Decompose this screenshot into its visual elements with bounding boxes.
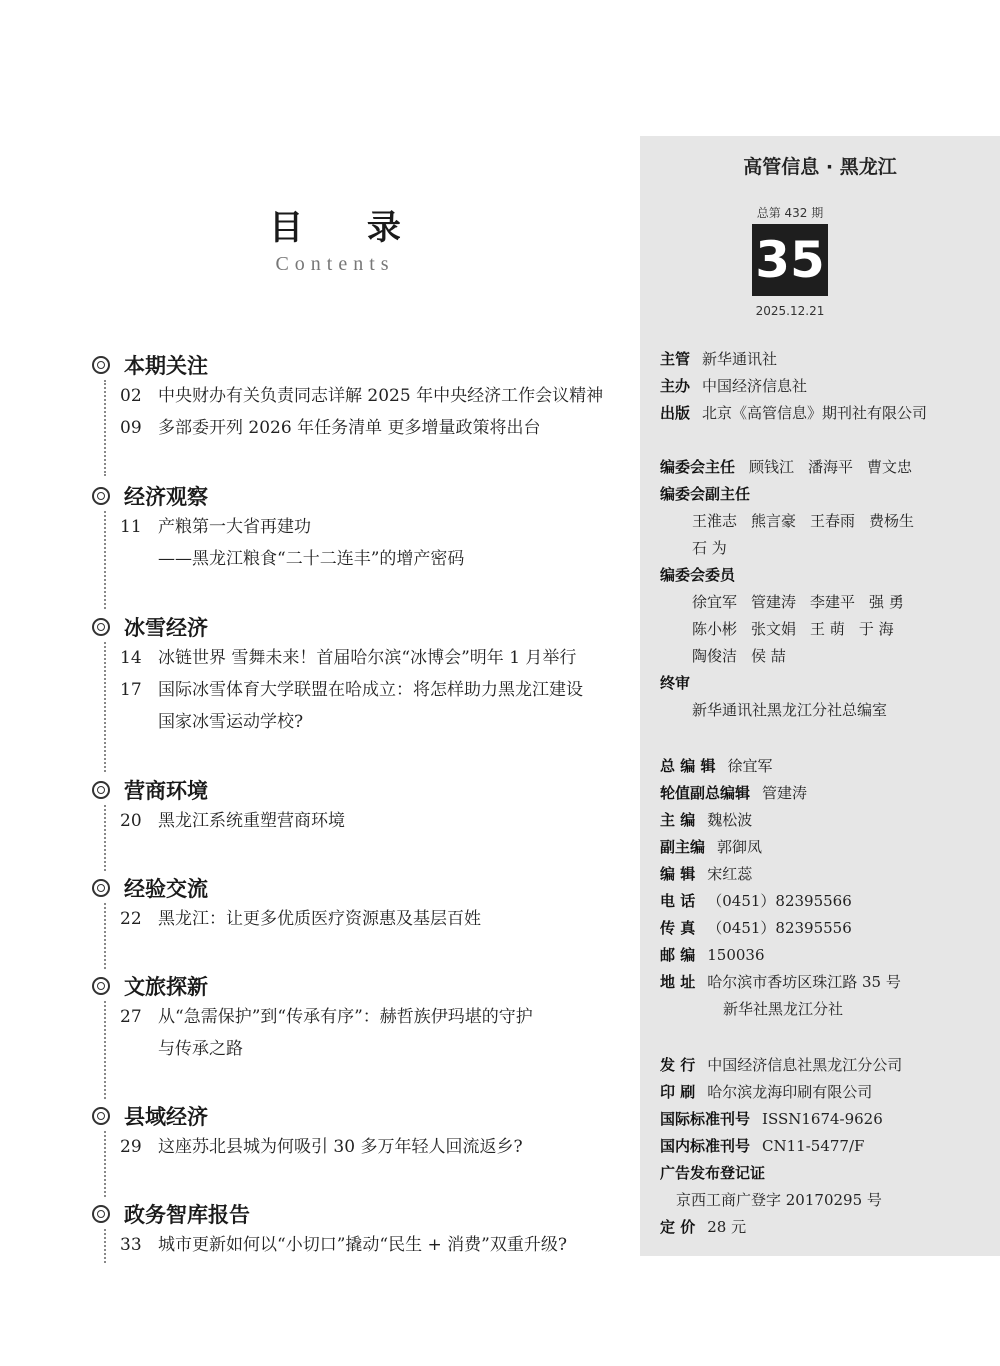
page-number: 27 [120,1007,142,1027]
person-name: 曹文忠 [867,458,913,476]
info-label: 电 话 [660,892,696,910]
info-label: 主 编 [660,811,696,829]
person-name: 潘海平 [808,458,854,476]
person-name: 王 萌 [810,620,845,638]
info-value: 新华通讯社 [702,350,778,368]
toc-section-think-tank [92,1199,632,1263]
person-name: 王淮志 [692,512,738,530]
info-label: 出版 [660,404,691,422]
toc-title: 目 录 [269,208,427,248]
info-value: 哈尔滨龙海印刷有限公司 [707,1083,873,1101]
toc-section-business-env [92,775,632,871]
section-title: 文旅探新 [124,975,208,999]
section-title: 冰雪经济 [124,616,208,640]
info-label: 副主编 [660,838,706,856]
info-label: 国际标准刊号 [660,1110,751,1128]
article-entry[interactable] [120,1131,632,1163]
toc-section-county-economy [92,1101,632,1197]
article-entry[interactable] [120,1229,632,1261]
article-title: 产粮第一大省再建功 [158,517,311,537]
issue-number: 35 [752,224,828,296]
info-label: 主办 [660,377,691,395]
info-value: 管建涛 [762,784,808,802]
page-number: 11 [120,517,142,537]
info-label: 总 编 辑 [660,757,716,775]
person-name: 强 勇 [869,593,904,611]
info-label: 编委会主任 [660,458,736,476]
person-name: 陶俊洁 [692,647,738,665]
cn-value: CN11-5477/F [762,1137,865,1155]
article-title: 多部委开列 2026 年任务清单 更多增量政策将出台 [158,418,541,438]
toc-heading [240,200,430,276]
toc-section-focus [92,350,632,476]
page-number: 22 [120,909,142,929]
info-label: 定 价 [660,1218,696,1236]
page-number: 14 [120,648,142,668]
person-name: 于 海 [858,620,894,638]
article-title: 从“急需保护”到“传承有序”：赫哲族伊玛堪的守护 [158,1007,533,1027]
info-label: 地 址 [660,973,696,991]
issn-value: ISSN1674-9626 [762,1110,883,1128]
person-name: 王春雨 [810,512,856,530]
info-label: 轮值副总编辑 [660,784,751,802]
info-value: 宋红蕊 [707,865,753,883]
info-value: 中国经济信息社 [702,377,808,395]
section-title: 本期关注 [124,354,208,378]
page-number: 29 [120,1137,142,1157]
info-value: 北京《高管信息》期刊社有限公司 [702,404,928,422]
info-label: 印 刷 [660,1083,696,1101]
person-name: 管建涛 [751,593,797,611]
info-value: 新华通讯社黑龙江分社总编室 [692,701,888,719]
info-label: 主管 [660,350,691,368]
bullet-circle-icon [92,1107,110,1125]
distribution-info [660,1052,990,1241]
article-entry[interactable] [120,642,632,674]
article-title: 国际冰雪体育大学联盟在哈成立：将怎样助力黑龙江建设 [158,680,583,700]
page-number: 20 [120,811,142,831]
info-label: 编委会委员 [660,566,736,584]
page-number: 02 [120,386,142,406]
article-title-continued: 国家冰雪运动学校? [158,712,304,732]
section-title: 营商环境 [124,779,208,803]
person-name: 徐宜军 [692,593,738,611]
info-label: 广告发布登记证 [660,1164,766,1182]
editorial-staff [660,753,990,1023]
article-title: 黑龙江系统重塑营商环境 [158,811,345,831]
section-title: 县域经济 [124,1105,208,1129]
info-label: 编委会副主任 [660,485,751,503]
postcode-value: 150036 [707,946,765,964]
article-title: 城市更新如何以“小切口”撬动“民生 + 消费”双重升级? [158,1235,567,1255]
toc-section-economy [92,481,632,609]
bullet-circle-icon [92,356,110,374]
info-label: 终审 [660,674,691,692]
person-name: 石 为 [692,539,727,557]
issue-total: 总第 432 期 [756,206,824,220]
person-name: 李建平 [810,593,856,611]
editorial-board [660,454,990,724]
page-number: 17 [120,680,142,700]
info-value: 中国经济信息社黑龙江分公司 [707,1056,903,1074]
info-value: 徐宜军 [727,757,773,775]
person-name: 费杨生 [869,512,915,530]
masthead-panel [640,136,1000,1256]
article-title: 这座苏北县城为何吸引 30 多万年轻人回流返乡? [158,1137,523,1157]
toc-section-ice-snow [92,612,632,772]
article-entry[interactable] [120,412,632,444]
fax-value: （0451）82395556 [707,919,852,937]
info-label: 国内标准刊号 [660,1137,751,1155]
info-value: 郭御凤 [717,838,763,856]
bullet-circle-icon [92,977,110,995]
article-entry[interactable] [120,511,632,543]
bullet-circle-icon [92,1205,110,1223]
info-label: 传 真 [660,919,696,937]
toc-section-culture-tourism [92,971,632,1099]
info-label: 编 辑 [660,865,696,883]
toc-subtitle: Contents [275,253,395,275]
bullet-circle-icon [92,879,110,897]
info-label: 发 行 [660,1056,696,1074]
article-entry[interactable] [120,903,632,935]
issue-date: 2025.12.21 [755,304,825,318]
section-title: 经验交流 [124,877,208,901]
person-name: 侯 喆 [751,647,786,665]
publisher-info [660,346,990,427]
person-name: 陈小彬 [692,620,738,638]
article-entry[interactable] [120,380,632,412]
person-name: 熊言豪 [751,512,797,530]
magazine-name: 高管信息 · 黑龙江 [743,156,897,178]
article-entry[interactable] [120,1001,632,1033]
article-title: 中央财办有关负责同志详解 2025 年中央经济工作会议精神 [158,386,604,406]
info-value: 魏松波 [707,811,753,829]
person-name: 顾钱江 [749,458,795,476]
article-title: 冰链世界 雪舞未来！首届哈尔滨“冰博会”明年 1 月举行 [158,648,577,668]
article-title: 黑龙江：让更多优质医疗资源惠及基层百姓 [158,909,481,929]
section-title: 经济观察 [124,485,208,509]
section-title: 政务智库报告 [124,1203,250,1227]
article-subtitle: ——黑龙江粮食“二十二连丰”的增产密码 [158,549,465,569]
address-value: 哈尔滨市香坊区珠江路 35 号 [707,973,901,991]
info-label: 邮 编 [660,946,696,964]
phone-value: （0451）82395566 [707,892,852,910]
page-number: 33 [120,1235,142,1255]
article-entry[interactable] [120,805,632,837]
bullet-circle-icon [92,781,110,799]
address-value: 新华社黑龙江分社 [723,1000,844,1018]
bullet-circle-icon [92,487,110,505]
page-number: 09 [120,418,142,438]
person-name: 张文娟 [751,620,797,638]
price-value: 28 元 [707,1218,747,1236]
bullet-circle-icon [92,618,110,636]
article-entry[interactable] [120,674,632,706]
ad-license-value: 京西工商广登字 20170295 号 [676,1191,882,1209]
toc-section-experience [92,873,632,969]
article-title-continued: 与传承之路 [158,1039,243,1059]
